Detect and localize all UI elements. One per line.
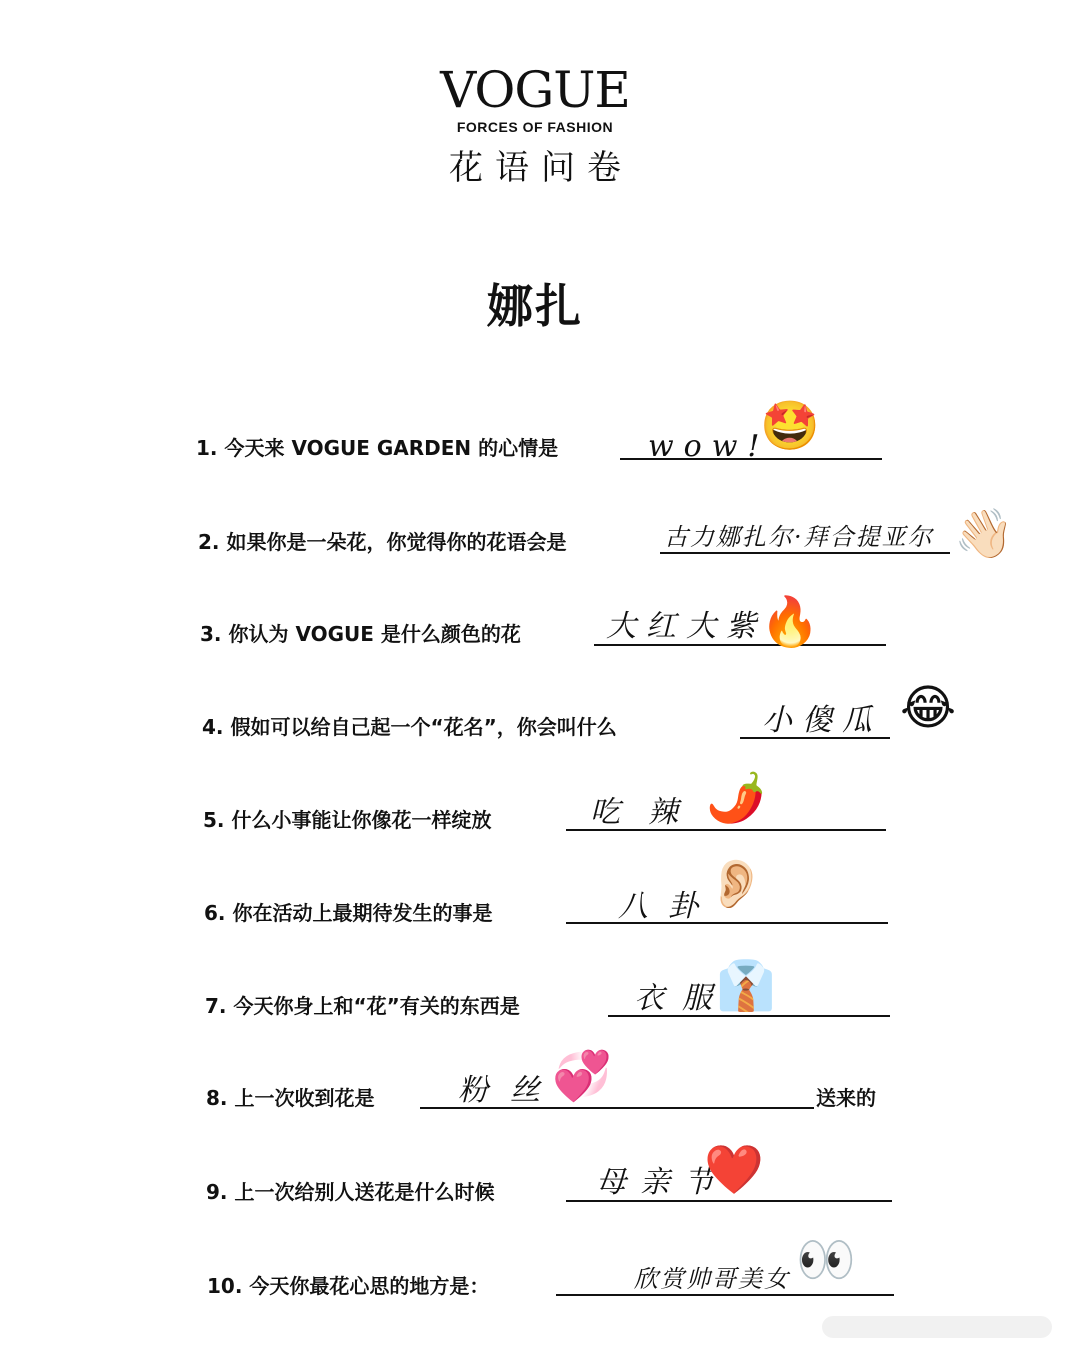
question-7 [205, 994, 520, 1018]
question-2 [198, 530, 566, 554]
question-label: 5. 什么小事能让你像花一样绽放 [203, 808, 492, 832]
question-6 [204, 901, 492, 925]
question-8-suffix: 送来的 [816, 1086, 876, 1110]
handwritten-answer: 欣赏帅哥美女 [634, 1265, 790, 1293]
question-label: 9. 上一次给别人送花是什么时候 [206, 1180, 495, 1204]
handwritten-answer: 母亲节 [596, 1165, 728, 1200]
question-4 [202, 715, 617, 739]
star-struck-icon: 🤩 [760, 398, 820, 454]
handwritten-answer: wow! [648, 429, 770, 464]
question-10 [207, 1274, 489, 1298]
handwritten-answer: 衣服 [634, 981, 730, 1016]
question-1 [196, 436, 558, 460]
question-5 [203, 808, 491, 832]
handwritten-answer: 粉丝 [458, 1073, 562, 1108]
question-label: 1. 今天来 VOGUE GARDEN 的心情是 [196, 436, 559, 460]
handwritten-answer: 吃辣 [590, 795, 706, 830]
ear-icon: 👂🏻 [706, 856, 766, 912]
shirt-and-tie-icon: 👔 [716, 958, 776, 1014]
survey-title: 花语问卷 [449, 148, 633, 188]
handwritten-answer: 八卦 [618, 889, 718, 924]
question-label: 10. 今天你最花心思的地方是： [207, 1274, 490, 1298]
eyes-icon: 👀 [796, 1232, 856, 1288]
question-label: 8. 上一次收到花是 [206, 1086, 375, 1110]
question-label: 3. 你认为 VOGUE 是什么颜色的花 [200, 622, 521, 646]
question-8 [206, 1086, 374, 1110]
fire-icon: 🔥 [760, 594, 820, 650]
hot-pepper-icon: 🌶️ [706, 770, 766, 826]
answer-line [566, 922, 888, 924]
red-heart-icon: ❤️ [704, 1142, 764, 1198]
question-label: 4. 假如可以给自己起一个“花名”，你会叫什么 [202, 715, 617, 739]
question-label: 6. 你在活动上最期待发生的事是 [204, 901, 493, 925]
respondent-name: 娜扎 [487, 279, 583, 333]
question-3 [200, 622, 521, 646]
tears-of-joy-icon: 😂 [900, 680, 957, 736]
handwritten-answer: 大红大紫 [606, 609, 766, 644]
question-label: 2. 如果你是一朵花，你觉得你的花语会是 [198, 530, 567, 554]
waving-hand-icon: 👋🏻 [954, 506, 1014, 562]
question-label: 7. 今天你身上和“花”有关的东西是 [205, 994, 520, 1018]
handwritten-answer: 小傻瓜 [762, 703, 882, 738]
header [0, 61, 1070, 189]
two-hearts-icon: 💞 [552, 1048, 612, 1104]
vogue-logo: VOGUE [440, 61, 630, 119]
brand-subtitle: FORCES OF FASHION [456, 119, 614, 135]
answer-line [594, 644, 886, 646]
watermark [822, 1316, 1052, 1338]
answer-line [566, 1200, 892, 1202]
handwritten-answer: 古力娜扎尔·拜合提亚尔 [664, 523, 934, 551]
question-9 [206, 1180, 494, 1204]
